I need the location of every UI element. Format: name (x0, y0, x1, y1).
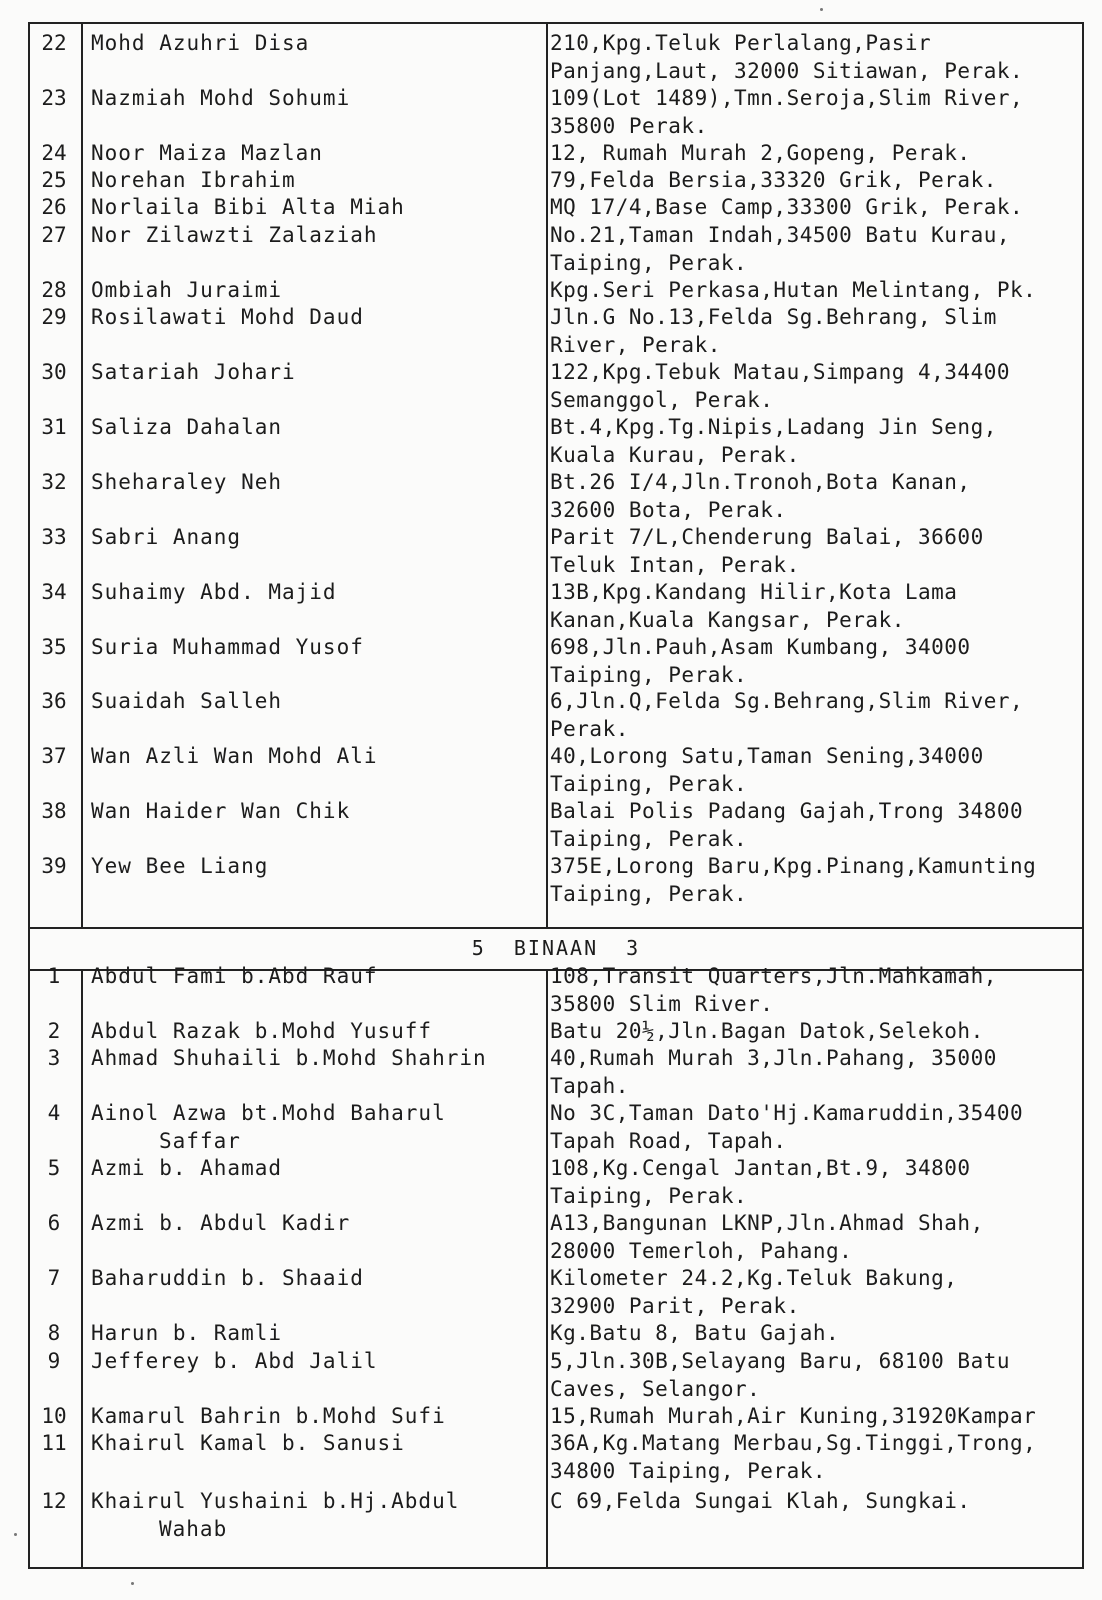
row-number: 32 (41, 470, 67, 494)
name-line: Ainol Azwa bt.Mohd Baharul (91, 1101, 446, 1125)
address-line: 6,Jln.Q,Felda Sg.Behrang,Slim River, (550, 689, 1024, 713)
row-number: 7 (47, 1266, 61, 1290)
name-line: Sheharaley Neh (91, 470, 283, 494)
row-number: 12 (41, 1489, 67, 1513)
row-number: 36 (41, 689, 67, 713)
name-line: Yew Bee Liang (91, 854, 269, 878)
student-name (91, 85, 541, 113)
student-name (91, 30, 541, 58)
row-number: 34 (41, 580, 67, 604)
student-address (550, 1018, 1084, 1046)
address-line: Balai Polis Padang Gajah,Trong 34800 (550, 799, 1024, 823)
student-address (550, 30, 1084, 85)
name-line: Nazmiah Mohd Sohumi (91, 86, 351, 110)
row-number: 11 (41, 1431, 67, 1455)
column-divider-number (81, 971, 83, 1569)
address-line: Teluk Intan, Perak. (550, 552, 800, 577)
row-number: 24 (41, 141, 67, 165)
address-line: Caves, Selangor. (550, 1376, 761, 1401)
student-name (91, 414, 541, 442)
address-line: 34800 Taiping, Perak. (550, 1458, 827, 1483)
name-line: Mohd Azuhri Disa (91, 31, 310, 55)
student-address (550, 469, 1084, 524)
address-line: 35800 Slim River. (550, 991, 774, 1016)
student-name (91, 688, 541, 716)
student-address (550, 1403, 1084, 1431)
name-line: Harun b. Ramli (91, 1321, 283, 1345)
name-line: Suaidah Salleh (91, 689, 283, 713)
student-address (550, 798, 1084, 853)
name-line: Wahab (159, 1516, 228, 1541)
address-line: MQ 17/4,Base Camp,33300 Grik, Perak. (550, 195, 1024, 219)
address-line: Taiping, Perak. (550, 826, 748, 851)
address-line: 109(Lot 1489),Tmn.Seroja,Slim River, (550, 86, 1024, 110)
student-name (91, 1265, 541, 1293)
student-address (550, 1155, 1084, 1210)
student-name (91, 524, 541, 552)
student-address (550, 688, 1084, 743)
address-line: Bt.4,Kpg.Tg.Nipis,Ladang Jin Seng, (550, 415, 997, 439)
row-number: 27 (41, 223, 67, 247)
student-address (550, 85, 1084, 140)
address-line: Kanan,Kuala Kangsar, Perak. (550, 607, 905, 632)
address-line: 108,Kg.Cengal Jantan,Bt.9, 34800 (550, 1156, 971, 1180)
row-number: 1 (47, 964, 61, 988)
address-line: Tapah Road, Tapah. (550, 1128, 787, 1153)
student-address (550, 963, 1084, 1018)
row-number: 38 (41, 799, 67, 823)
student-name (91, 579, 541, 607)
name-line: Sabri Anang (91, 525, 242, 549)
scan-speck (14, 1533, 17, 1536)
address-line: 13B,Kpg.Kandang Hilir,Kota Lama (550, 580, 958, 604)
student-name (91, 359, 541, 387)
address-line: 28000 Temerloh, Pahang. (550, 1238, 853, 1263)
name-line: Noor Maiza Mazlan (91, 141, 323, 165)
student-name (91, 469, 541, 497)
name-line: Khairul Yushaini b.Hj.Abdul (91, 1489, 460, 1513)
address-line: 12, Rumah Murah 2,Gopeng, Perak. (550, 141, 971, 165)
row-number: 30 (41, 360, 67, 384)
address-line: 40,Lorong Satu,Taman Sening,34000 (550, 744, 984, 768)
student-address (550, 167, 1084, 195)
address-line: 35800 Perak. (550, 113, 708, 138)
student-name (91, 167, 541, 195)
row-number: 8 (47, 1321, 61, 1345)
row-number: 25 (41, 168, 67, 192)
student-name (91, 140, 541, 168)
student-address (550, 222, 1084, 277)
address-line: 32900 Parit, Perak. (550, 1293, 800, 1318)
scan-speck (131, 1582, 134, 1585)
name-line: Azmi b. Abdul Kadir (91, 1211, 351, 1235)
column-divider-address (546, 971, 548, 1569)
student-address (550, 304, 1084, 359)
row-number: 2 (47, 1019, 61, 1043)
student-name (91, 853, 541, 881)
address-line: Kuala Kurau, Perak. (550, 442, 800, 467)
name-line: Satariah Johari (91, 360, 296, 384)
name-line: Abdul Razak b.Mohd Yusuff (91, 1019, 433, 1043)
name-line: Wan Haider Wan Chik (91, 799, 351, 823)
name-line: Norehan Ibrahim (91, 168, 296, 192)
row-number: 37 (41, 744, 67, 768)
student-name (91, 1210, 541, 1238)
student-address (550, 743, 1084, 798)
name-line: Kamarul Bahrin b.Mohd Sufi (91, 1404, 446, 1428)
address-line: Panjang,Laut, 32000 Sitiawan, Perak. (550, 58, 1024, 83)
address-line: Batu 20½,Jln.Bagan Datok,Selekoh. (550, 1019, 984, 1043)
column-divider-address (546, 22, 548, 927)
student-address (550, 1488, 1084, 1516)
row-number: 35 (41, 635, 67, 659)
student-name (91, 1488, 541, 1543)
row-number: 10 (41, 1404, 67, 1428)
student-name (91, 222, 541, 250)
address-line: 698,Jln.Pauh,Asam Kumbang, 34000 (550, 635, 971, 659)
name-line: Khairul Kamal b. Sanusi (91, 1431, 405, 1455)
address-line: 122,Kpg.Tebuk Matau,Simpang 4,34400 (550, 360, 1011, 384)
student-address (550, 1348, 1084, 1403)
address-line: Taiping, Perak. (550, 1183, 748, 1208)
student-address (550, 414, 1084, 469)
name-line: Saliza Dahalan (91, 415, 283, 439)
address-line: Bt.26 I/4,Jln.Tronoh,Bota Kanan, (550, 470, 971, 494)
student-name (91, 1320, 541, 1348)
row-number: 31 (41, 415, 67, 439)
student-name (91, 194, 541, 222)
row-number: 3 (47, 1046, 61, 1070)
student-address (550, 1320, 1084, 1348)
student-name (91, 634, 541, 662)
address-line: 40,Rumah Murah 3,Jln.Pahang, 35000 (550, 1046, 997, 1070)
row-number: 5 (47, 1156, 61, 1180)
student-address (550, 853, 1084, 908)
address-line: Kilometer 24.2,Kg.Teluk Bakung, (550, 1266, 958, 1290)
address-line: River, Perak. (550, 332, 721, 357)
address-line: Taiping, Perak. (550, 771, 748, 796)
row-number: 23 (41, 86, 67, 110)
name-line: Abdul Fami b.Abd Rauf (91, 964, 378, 988)
name-line: Ahmad Shuhaili b.Mohd Shahrin (91, 1046, 487, 1070)
student-address (550, 140, 1084, 168)
row-number: 6 (47, 1211, 61, 1235)
address-line: 79,Felda Bersia,33320 Grik, Perak. (550, 168, 997, 192)
name-line: Baharuddin b. Shaaid (91, 1266, 364, 1290)
student-name (91, 1018, 541, 1046)
student-address (550, 579, 1084, 634)
address-line: Parit 7/L,Chenderung Balai, 36600 (550, 525, 984, 549)
student-name (91, 1045, 541, 1073)
address-line: 210,Kpg.Teluk Perlalang,Pasir (550, 31, 932, 55)
student-address (550, 359, 1084, 414)
name-line: Ombiah Juraimi (91, 278, 283, 302)
address-line: Kg.Batu 8, Batu Gajah. (550, 1321, 840, 1345)
name-line: Nor Zilawzti Zalaziah (91, 223, 378, 247)
student-address (550, 524, 1084, 579)
row-number: 28 (41, 278, 67, 302)
student-name (91, 1100, 541, 1155)
address-line: No.21,Taman Indah,34500 Batu Kurau, (550, 223, 1011, 247)
student-name (91, 277, 541, 305)
student-address (550, 634, 1084, 689)
address-line: Perak. (550, 716, 629, 741)
student-address (550, 1100, 1084, 1155)
address-line: Taiping, Perak. (550, 881, 748, 906)
address-line: Taiping, Perak. (550, 662, 748, 687)
student-name (91, 304, 541, 332)
row-number: 33 (41, 525, 67, 549)
row-number: 4 (47, 1101, 61, 1125)
address-line: Kpg.Seri Perkasa,Hutan Melintang, Pk. (550, 278, 1037, 302)
student-name (91, 1430, 541, 1458)
row-number: 39 (41, 854, 67, 878)
name-line: Suria Muhammad Yusof (91, 635, 364, 659)
name-line: Azmi b. Ahamad (91, 1156, 283, 1180)
student-name (91, 798, 541, 826)
student-address (550, 1210, 1084, 1265)
student-name (91, 1403, 541, 1431)
address-line: 5,Jln.30B,Selayang Baru, 68100 Batu (550, 1349, 1011, 1373)
row-number: 26 (41, 195, 67, 219)
address-line: Taiping, Perak. (550, 250, 748, 275)
name-line: Suhaimy Abd. Majid (91, 580, 337, 604)
address-line: No 3C,Taman Dato'Hj.Kamaruddin,35400 (550, 1101, 1024, 1125)
address-line: 32600 Bota, Perak. (550, 497, 787, 522)
name-line: Jefferey b. Abd Jalil (91, 1349, 378, 1373)
student-address (550, 277, 1084, 305)
name-line: Saffar (159, 1128, 241, 1153)
student-address (550, 1265, 1084, 1320)
address-line: 15,Rumah Murah,Air Kuning,31920Kampar (550, 1404, 1037, 1428)
address-line: Tapah. (550, 1073, 629, 1098)
address-line: A13,Bangunan LKNP,Jln.Ahmad Shah, (550, 1211, 984, 1235)
row-number: 9 (47, 1349, 61, 1373)
student-name (91, 1348, 541, 1376)
name-line: Norlaila Bibi Alta Miah (91, 195, 405, 219)
student-name (91, 1155, 541, 1183)
address-line: 375E,Lorong Baru,Kpg.Pinang,Kamunting (550, 854, 1037, 878)
name-line: Wan Azli Wan Mohd Ali (91, 744, 378, 768)
address-line: Jln.G No.13,Felda Sg.Behrang, Slim (550, 305, 997, 329)
address-line: Semanggol, Perak. (550, 387, 774, 412)
student-address (550, 194, 1084, 222)
student-address (550, 1430, 1084, 1485)
section-title: 5 BINAAN 3 (471, 936, 641, 960)
address-line: 108,Transit Quarters,Jln.Mahkamah, (550, 964, 997, 988)
row-number: 29 (41, 305, 67, 329)
student-name (91, 963, 541, 991)
name-line: Rosilawati Mohd Daud (91, 305, 364, 329)
address-line: 36A,Kg.Matang Merbau,Sg.Tinggi,Trong, (550, 1431, 1037, 1455)
student-name (91, 743, 541, 771)
scan-speck (820, 8, 823, 11)
section-divider (28, 927, 1084, 929)
address-line: C 69,Felda Sungai Klah, Sungkai. (550, 1489, 971, 1513)
row-number: 22 (41, 31, 67, 55)
column-divider-number (81, 22, 83, 927)
student-address (550, 1045, 1084, 1100)
